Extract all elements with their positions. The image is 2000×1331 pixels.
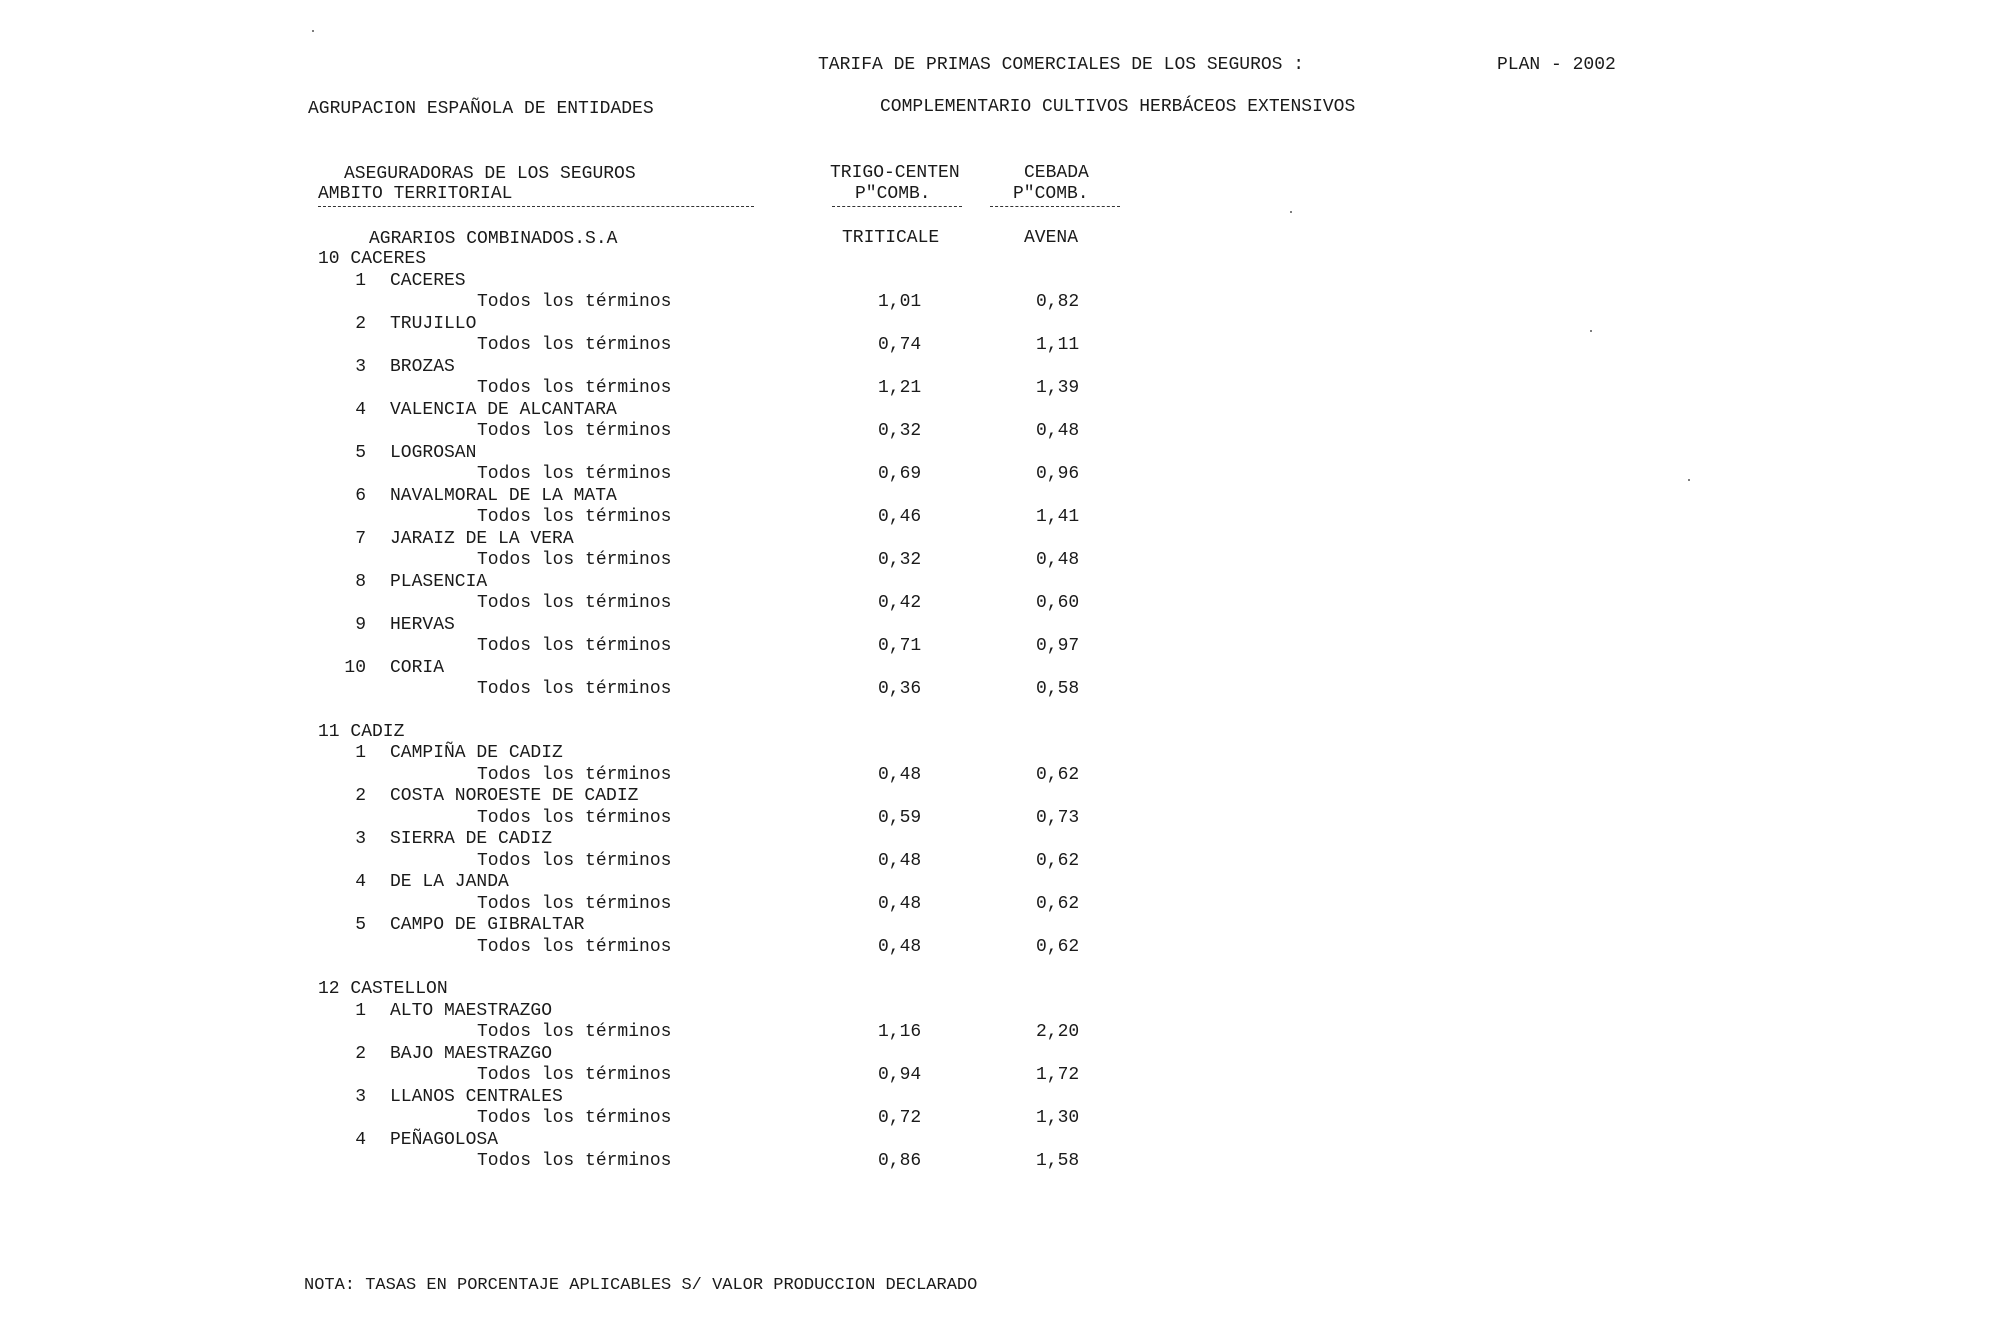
district-row: [0, 785, 2000, 807]
table-row: [0, 549, 2000, 571]
district-name: BAJO MAESTRAZGO: [390, 1043, 553, 1064]
table-row: [0, 334, 2000, 356]
district-row: [0, 742, 2000, 764]
rate-trigo: 0,71: [878, 636, 922, 656]
rate-cebada: 0,73: [1036, 807, 1080, 828]
term-label: Todos los términos: [477, 850, 672, 871]
district-number: 4: [355, 399, 366, 420]
province-row: [0, 978, 2000, 1000]
rate-cebada: 1,30: [1036, 1108, 1080, 1128]
table-row: [0, 678, 2000, 700]
term-label: Todos los términos: [477, 636, 672, 656]
rate-trigo: 0,48: [878, 936, 922, 957]
table-row: [0, 463, 2000, 485]
rate-cebada: 0,62: [1036, 850, 1080, 871]
table-row: [0, 592, 2000, 614]
district-number: 1: [355, 1000, 366, 1021]
rate-cebada: 0,62: [1036, 893, 1080, 914]
rate-trigo: 0,32: [878, 421, 922, 441]
table-row: [0, 635, 2000, 657]
term-label: Todos los términos: [477, 550, 672, 570]
district-row: [0, 485, 2000, 507]
rate-cebada: 1,11: [1036, 335, 1080, 355]
province-name: 12 CASTELLON: [318, 979, 448, 999]
province-spacer: [0, 700, 2000, 721]
term-label: Todos los términos: [477, 421, 672, 441]
district-name: CAMPO DE GIBRALTAR: [390, 915, 585, 935]
district-row: [0, 1000, 2000, 1022]
document-title: TARIFA DE PRIMAS COMERCIALES DE LOS SEGUROS :: [818, 55, 1305, 75]
district-number: 4: [355, 872, 366, 892]
col1-line-1: TRIGO-CENTEN: [830, 163, 960, 183]
district-row: [0, 1086, 2000, 1108]
table-row: [0, 850, 2000, 872]
scan-speck: [312, 30, 314, 32]
table-row: [0, 1021, 2000, 1043]
col1-line-2: TRITICALE: [842, 228, 940, 248]
rate-trigo: 0,72: [878, 1108, 922, 1128]
rate-trigo: 0,48: [878, 764, 922, 785]
district-name: NAVALMORAL DE LA MATA: [390, 485, 617, 506]
district-row: [0, 871, 2000, 893]
rate-trigo: 1,16: [878, 1022, 922, 1042]
table-row: [0, 807, 2000, 829]
rate-trigo: 0,59: [878, 807, 922, 828]
rate-trigo: 0,36: [878, 679, 922, 699]
rate-cebada: 0,48: [1036, 421, 1080, 441]
term-label: Todos los términos: [477, 464, 672, 484]
district-number: 6: [355, 485, 366, 506]
province-row: [0, 721, 2000, 743]
rate-trigo: 0,94: [878, 1065, 922, 1085]
district-number: 3: [355, 1086, 366, 1107]
rate-cebada: 0,62: [1036, 764, 1080, 785]
rate-trigo: 0,86: [878, 1151, 922, 1171]
rate-cebada: 1,41: [1036, 507, 1080, 527]
district-name: CORIA: [390, 657, 445, 678]
district-number: 8: [355, 571, 366, 592]
rate-trigo: 0,32: [878, 550, 922, 570]
district-row: [0, 313, 2000, 335]
district-name: CACERES: [390, 270, 466, 291]
rate-trigo: 0,48: [878, 850, 922, 871]
header-rule-ambito: [318, 206, 754, 207]
table-row: [0, 1107, 2000, 1129]
district-row: [0, 356, 2000, 378]
term-label: Todos los términos: [477, 764, 672, 785]
term-label: Todos los términos: [477, 335, 672, 355]
table-row: [0, 1150, 2000, 1172]
term-label: Todos los términos: [477, 1108, 672, 1128]
district-row: [0, 528, 2000, 550]
district-name: TRUJILLO: [390, 313, 477, 334]
rate-cebada: 1,39: [1036, 378, 1080, 398]
district-number: 4: [355, 1129, 366, 1150]
district-number: 10: [344, 657, 366, 678]
rate-cebada: 1,58: [1036, 1151, 1080, 1171]
rate-trigo: 0,46: [878, 507, 922, 527]
district-number: 3: [355, 829, 366, 849]
rate-trigo: 0,74: [878, 335, 922, 355]
term-label: Todos los términos: [477, 679, 672, 699]
term-label: Todos los términos: [477, 593, 672, 613]
table-row: [0, 764, 2000, 786]
column-unit-1: P"COMB.: [855, 184, 931, 204]
table-row: [0, 377, 2000, 399]
table-row: [0, 1064, 2000, 1086]
province-name: 11 CADIZ: [318, 721, 405, 742]
province-spacer: [0, 957, 2000, 978]
district-row: [0, 1129, 2000, 1151]
district-name: COSTA NOROESTE DE CADIZ: [390, 786, 639, 806]
table-row: [0, 291, 2000, 313]
district-number: 1: [355, 270, 366, 291]
district-row: [0, 614, 2000, 636]
district-row: [0, 442, 2000, 464]
rate-trigo: 0,42: [878, 593, 922, 613]
district-name: HERVAS: [390, 614, 455, 635]
term-label: Todos los términos: [477, 1022, 672, 1042]
district-name: CAMPIÑA DE CADIZ: [390, 743, 563, 763]
district-row: [0, 828, 2000, 850]
district-number: 9: [355, 614, 366, 635]
rate-trigo: 1,01: [878, 292, 922, 312]
term-label: Todos los términos: [477, 807, 672, 828]
district-number: 7: [355, 528, 366, 549]
district-number: 2: [355, 786, 366, 806]
ambito-territorial-label: AMBITO TERRITORIAL: [318, 184, 513, 204]
district-name: LLANOS CENTRALES: [390, 1086, 563, 1107]
district-name: PLASENCIA: [390, 571, 488, 592]
table-row: [0, 420, 2000, 442]
term-label: Todos los términos: [477, 1151, 672, 1171]
table-row: [0, 893, 2000, 915]
col2-line-1: CEBADA: [1024, 163, 1089, 183]
rate-trigo: 0,69: [878, 464, 922, 484]
district-name: PEÑAGOLOSA: [390, 1129, 499, 1150]
term-label: Todos los términos: [477, 936, 672, 957]
district-row: [0, 657, 2000, 679]
column-unit-2: P"COMB.: [1013, 184, 1089, 204]
term-label: Todos los términos: [477, 893, 672, 914]
rate-trigo: 1,21: [878, 378, 922, 398]
district-row: [0, 1043, 2000, 1065]
district-number: 3: [355, 356, 366, 377]
document-subtitle: COMPLEMENTARIO CULTIVOS HERBÁCEOS EXTENSIVOS: [880, 97, 1356, 117]
district-number: 1: [355, 743, 366, 763]
district-number: 2: [355, 1043, 366, 1064]
rate-cebada: 2,20: [1036, 1022, 1080, 1042]
province-name: 10 CACERES: [318, 249, 427, 269]
organization-name: [308, 54, 654, 271]
term-label: Todos los términos: [477, 507, 672, 527]
col2-line-2: AVENA: [1024, 228, 1079, 248]
term-label: Todos los términos: [477, 378, 672, 398]
district-row: [0, 399, 2000, 421]
district-name: BROZAS: [390, 356, 455, 377]
district-name: JARAIZ DE LA VERA: [390, 528, 574, 549]
tariff-table: [0, 248, 2000, 1172]
header-rule-col1: [832, 206, 962, 207]
district-row: [0, 270, 2000, 292]
rate-cebada: 0,60: [1036, 593, 1080, 613]
org-line-1: AGRUPACION ESPAÑOLA DE ENTIDADES: [308, 99, 654, 119]
district-name: LOGROSAN: [390, 442, 477, 463]
district-name: VALENCIA DE ALCANTARA: [390, 399, 617, 420]
rate-cebada: 0,48: [1036, 550, 1080, 570]
footer-note: NOTA: TASAS EN PORCENTAJE APLICABLES S/ VALOR PRODUCCION DECLARADO: [304, 1276, 978, 1295]
table-row: [0, 936, 2000, 958]
scan-speck: [1290, 211, 1292, 213]
district-row: [0, 914, 2000, 936]
table-row: [0, 506, 2000, 528]
org-line-2: ASEGURADORAS DE LOS SEGUROS: [344, 164, 636, 184]
rate-cebada: 0,97: [1036, 636, 1080, 656]
org-line-3: AGRARIOS COMBINADOS.S.A: [369, 229, 618, 249]
district-number: 2: [355, 313, 366, 334]
term-label: Todos los términos: [477, 1065, 672, 1085]
district-row: [0, 571, 2000, 593]
district-name: SIERRA DE CADIZ: [390, 829, 553, 849]
district-name: DE LA JANDA: [390, 872, 509, 892]
plan-label: PLAN - 2002: [1497, 55, 1616, 75]
term-label: Todos los términos: [477, 292, 672, 312]
rate-cebada: 1,72: [1036, 1065, 1080, 1085]
rate-cebada: 0,62: [1036, 936, 1080, 957]
rate-trigo: 0,48: [878, 893, 922, 914]
rate-cebada: 0,82: [1036, 292, 1080, 312]
header-rule-col2: [990, 206, 1120, 207]
district-number: 5: [355, 442, 366, 463]
district-name: ALTO MAESTRAZGO: [390, 1000, 553, 1021]
rate-cebada: 0,58: [1036, 679, 1080, 699]
rate-cebada: 0,96: [1036, 464, 1080, 484]
district-number: 5: [355, 915, 366, 935]
province-row: [0, 248, 2000, 270]
